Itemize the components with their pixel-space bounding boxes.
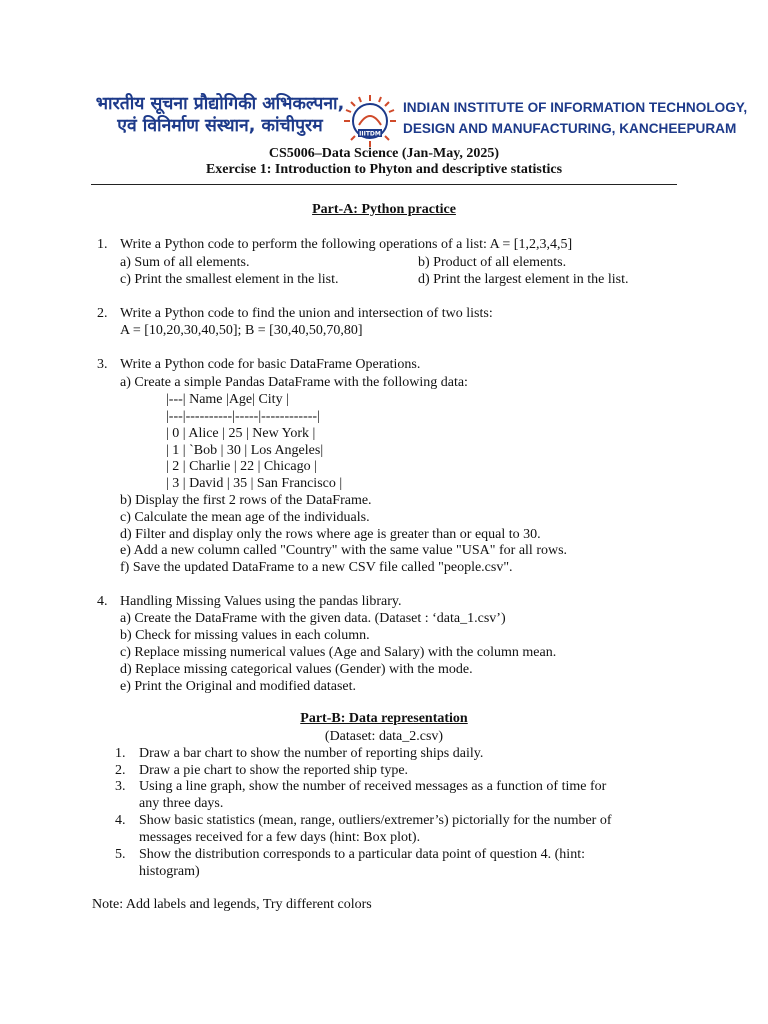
- list-item-number: 2.: [115, 763, 126, 778]
- q2-lists: A = [10,20,30,40,50]; B = [30,40,50,70,80]: [120, 323, 363, 338]
- note-text: Note: Add labels and legends, Try different colors: [92, 897, 372, 912]
- list-item: Using a line graph, show the number of received messages as a function of time for: [139, 779, 607, 794]
- table-row: |---| Name |Age| City |: [166, 392, 289, 407]
- q4-option-e: e) Print the Original and modified dataset.: [120, 679, 356, 694]
- list-item: Draw a pie chart to show the reported ship type.: [139, 763, 409, 778]
- table-row: | 1 | `Bob | 30 | Los Angeles|: [166, 443, 324, 458]
- q3-option-c: c) Calculate the mean age of the individuals.: [120, 510, 370, 525]
- part-a-heading: Part-A: Python practice: [312, 202, 456, 217]
- part-b-heading: Part-B: Data representation: [300, 711, 468, 726]
- q4-option-a: a) Create the DataFrame with the given data. (Dataset : ‘data_1.csv’): [120, 611, 506, 626]
- q1-option-d: d) Print the largest element in the list.: [418, 272, 629, 287]
- exercise-title: Exercise 1: Introduction to Phyton and descriptive statistics: [205, 162, 563, 177]
- q1-number: 1.: [97, 237, 108, 252]
- list-item-continued: any three days.: [139, 796, 224, 811]
- q4-number: 4.: [97, 594, 108, 609]
- part-b-dataset: (Dataset: data_2.csv): [324, 729, 444, 744]
- q4-option-c: c) Replace missing numerical values (Age and Salary) with the column mean.: [120, 645, 557, 660]
- hindi-line-2: एवं विनिर्माण संस्थान, कांचीपुरम: [117, 116, 323, 136]
- q4-option-b: b) Check for missing values in each column.: [120, 628, 370, 643]
- list-item-continued: messages received for a few days (hint: Box plot).: [139, 830, 421, 845]
- q3-option-a: a) Create a simple Pandas DataFrame with the following data:: [120, 375, 468, 390]
- table-row: | 3 | David | 35 | San Francisco |: [166, 476, 343, 491]
- q3-option-d: d) Filter and display only the rows where age is greater than or equal to 30.: [120, 527, 541, 542]
- list-item: Show basic statistics (mean, range, outliers/extremer’s) pictorially for the number of: [139, 813, 612, 828]
- list-item-number: 1.: [115, 746, 126, 761]
- english-line-1: INDIAN INSTITUTE OF INFORMATION TECHNOLOGY,: [403, 100, 748, 115]
- q1-option-a: a) Sum of all elements.: [120, 255, 250, 270]
- course-title: CS5006–Data Science (Jan-May, 2025): [268, 146, 500, 161]
- logo-text: IIITDM: [359, 130, 381, 138]
- list-item: Draw a bar chart to show the number of reporting ships daily.: [139, 746, 484, 761]
- q3-number: 3.: [97, 357, 108, 372]
- english-line-2: DESIGN AND MANUFACTURING, KANCHEEPURAM: [403, 121, 737, 136]
- q1-option-c: c) Print the smallest element in the list.: [120, 272, 339, 287]
- table-row: | 2 | Charlie | 22 | Chicago |: [166, 459, 317, 474]
- q3-text: Write a Python code for basic DataFrame Operations.: [120, 357, 421, 372]
- header-divider: [91, 184, 677, 185]
- q2-number: 2.: [97, 306, 108, 321]
- hindi-line-1: भारतीय सूचना प्रौद्योगिकी अभिकल्पना,: [95, 94, 345, 114]
- q4-option-d: d) Replace missing categorical values (Gender) with the mode.: [120, 662, 473, 677]
- q4-text: Handling Missing Values using the pandas library.: [120, 594, 402, 609]
- q1-text: Write a Python code to perform the following operations of a list: A = [1,2,3,4,5]: [120, 237, 573, 252]
- logo-sun-rays: [344, 95, 396, 147]
- list-item-number: 3.: [115, 779, 126, 794]
- q3-option-f: f) Save the updated DataFrame to a new CSV file called "people.csv".: [120, 560, 513, 575]
- list-item: Show the distribution corresponds to a particular data point of question 4. (hint:: [139, 847, 585, 862]
- institute-logo: [342, 93, 398, 149]
- q2-text: Write a Python code to find the union and intersection of two lists:: [120, 306, 493, 321]
- q3-option-b: b) Display the first 2 rows of the DataFrame.: [120, 493, 372, 508]
- list-item-number: 5.: [115, 847, 126, 862]
- table-row: | 0 | Alice | 25 | New York |: [166, 426, 316, 441]
- list-item-number: 4.: [115, 813, 126, 828]
- table-row: |---|----------|-----|------------|: [166, 409, 320, 424]
- institute-name-english: [403, 97, 747, 139]
- institute-name-hindi: [95, 93, 345, 137]
- q1-option-b: b) Product of all elements.: [418, 255, 567, 270]
- q3-option-e: e) Add a new column called "Country" with the same value "USA" for all rows.: [120, 543, 568, 558]
- list-item-continued: histogram): [139, 864, 200, 879]
